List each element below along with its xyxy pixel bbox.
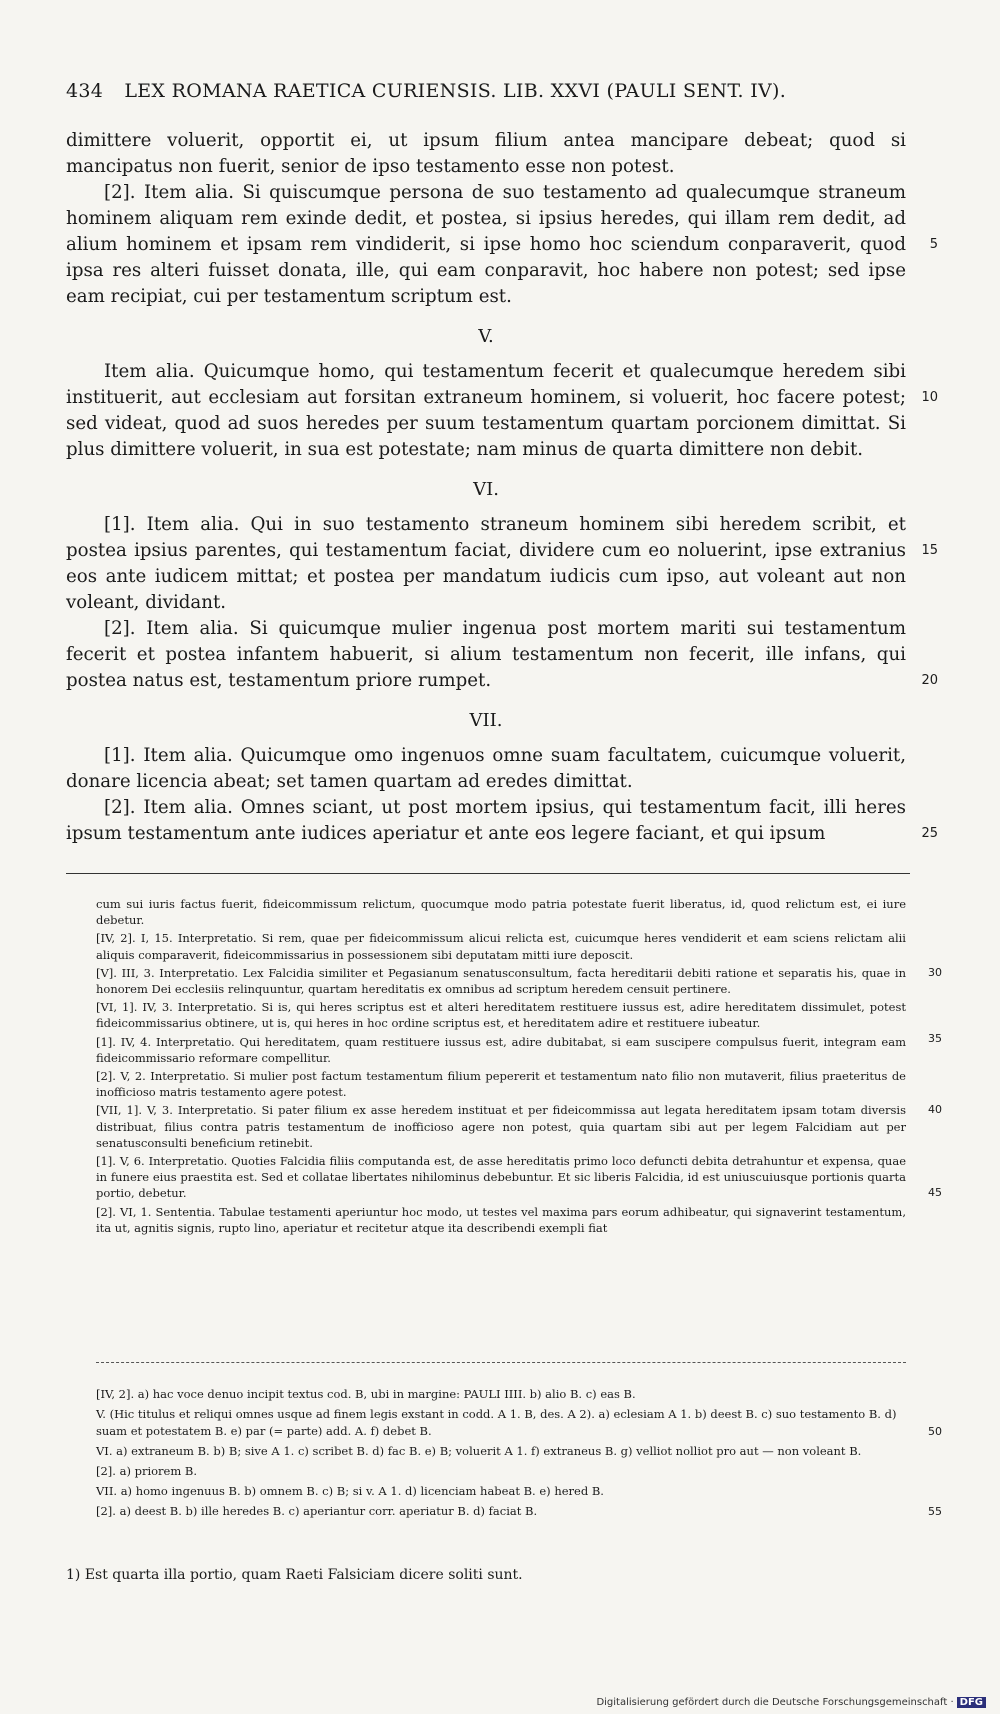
line-number: 50 — [928, 1425, 942, 1438]
apparatus-text: VI. a) extraneum B. b) B; sive A 1. c) scribet B. d) fac B. e) B; voluerit A 1. f) extraneus B. g) velliot nolliot pro aut — non voleant B. — [96, 1444, 862, 1458]
apparatus-text: VII. a) homo ingenuus B. b) omnem B. c) B; si v. A 1. d) licenciam habeat B. e) hered B. — [96, 1484, 604, 1498]
critical-apparatus — [96, 1386, 942, 1523]
note-text: [V]. III, 3. Interpretatio. Lex Falcidia similiter et Pegasianum senatusconsultum, facta hereditarii debiti ratione et separatis his, quae in honorem Dei ecclesiis relinquuntur, quartam hereditatis ex omnibus ad scriptum heredem censuit pertinere. — [96, 965, 906, 997]
paragraph-text: [2]. Item alia. Si quiscumque persona de suo testamento ad qualecumque straneum hominem aliquam rem exinde dedit, et postea, si ipsius heredes, qui illam rem dedit, ad alium hominem et ipsam rem vindiderit, si ipse homo hoc sciendum conparaverit, quod ipsa res alteri fuisset donata, ille, qui eam conparavit, hoc habere non potest; sed ipse eam recipiat, cui per testamentum scriptum est. — [66, 182, 906, 307]
paragraph-text: [1]. Item alia. Quicumque omo ingenuos omne suam facultatem, cuicumque voluerit, donare licencia abeat; set tamen quartam ad eredes dimittat. — [66, 745, 906, 792]
note — [96, 1204, 906, 1236]
main-text — [66, 128, 938, 847]
line-number: 5 — [929, 237, 938, 252]
line-number: 55 — [928, 1505, 942, 1518]
running-title: LEX ROMANA RAETICA CURIENSIS. LIB. XXVI (PAULI SENT. IV). — [124, 80, 787, 102]
note-text: [VII, 1]. V, 3. Interpretatio. Si pater filium ex asse heredem instituat et per fideicommissa aut legata hereditatem ipsam totam diversis distribuat, filius contra patris testamentum de inofficioso agere non potest, quia quartam sibi aut per legem Falcidiam aut per senatusconsulti beneficium retinebit. — [96, 1103, 906, 1150]
note-text: [2]. V, 2. Interpretatio. Si mulier post factum testamentum filium pepererit et testamentum nato filio non mutaverit, filius praeteritus de inofficioso matris testamento agere potest. — [96, 1069, 906, 1100]
credit-text: Digitalisierung gefördert durch die Deutsche Forschungsgemeinschaft · — [596, 1697, 954, 1708]
apparatus-entry — [96, 1443, 906, 1460]
line-number: 30 — [928, 965, 942, 979]
note — [96, 896, 906, 928]
apparatus-entry — [96, 1463, 906, 1480]
apparatus-entry — [96, 1406, 942, 1440]
paragraph-text: [2]. Item alia. Si quicumque mulier ingenua post mortem mariti sui testamentum fecerit et postea infantem habuerit, si alium testamentum non fecerit, ille infans, qui postea natus est, testamentum priore rumpet. — [66, 618, 906, 691]
section-heading: VI. — [473, 479, 499, 500]
apparatus-text: [IV, 2]. a) hac voce denuo incipit textus cod. B, ubi in margine: PAULI IIII. b) alio B. c) eas B. — [96, 1387, 636, 1401]
paragraph — [66, 128, 906, 180]
line-number: 15 — [921, 543, 938, 558]
digitization-credit — [596, 1697, 986, 1708]
note — [96, 999, 942, 1046]
line-number: 45 — [928, 1186, 942, 1200]
note-text: cum sui iuris factus fuerit, fideicommissum relictum, quocumque modo patria potestate fuerit liberatus, id, quod relictum est, ei iure debetur. — [96, 897, 906, 928]
note — [96, 930, 906, 962]
interpretatio-notes — [96, 896, 942, 1238]
apparatus-text: V. (Hic titulus et reliqui omnes usque ad finem legis exstant in codd. A 1. B, des. A 2). a) eclesiam A 1. b) deest B. c) suo testamento B. d) suam et potestatem B. e) par (= parte) add. A. f) debet B. — [96, 1407, 897, 1438]
apparatus-text: [2]. a) deest B. b) ille heredes B. c) aperiantur corr. aperiatur B. d) faciat B. — [96, 1504, 538, 1518]
page-number: 434 — [66, 80, 104, 102]
note — [96, 1068, 906, 1100]
note — [96, 1153, 942, 1202]
note-text: [VI, 1]. IV, 3. Interpretatio. Si is, qui heres scriptus est et alteri hereditatem restituere iussus est, adire hereditatem dissimulet, potest fideicommissarius obtinere, ut is, qui heres in hoc ordine scriptus est, et hereditatem adire et restituere iubeatur. — [96, 1000, 906, 1031]
dfg-logo: DFG — [957, 1697, 986, 1708]
paragraph — [66, 359, 938, 463]
paragraph — [66, 743, 906, 795]
paragraph — [66, 616, 938, 694]
divider — [66, 873, 910, 874]
apparatus-entry — [96, 1386, 906, 1403]
footnote: 1) Est quarta illa portio, quam Raeti Falsiciam dicere soliti sunt. — [66, 1567, 523, 1583]
note — [96, 1034, 906, 1066]
paragraph — [66, 512, 938, 616]
section-heading: V. — [478, 326, 494, 347]
note-text: [2]. VI, 1. Sententia. Tabulae testamenti aperiuntur hoc modo, ut testes vel maxima pars eorum adhibeatur, qui signaverint testamentum, ita ut, agnitis signis, rupto lino, aperiatur et recitetur atque ita describendi exempli fiat — [96, 1204, 906, 1235]
running-header — [66, 80, 826, 102]
note-text: [1]. IV, 4. Interpretatio. Qui hereditatem, quam restituere iussus est, adire dubitabat, si eam suscipere compulsus fuerit, integram eam fideicommissario reformare compellitur. — [96, 1034, 906, 1065]
line-number: 35 — [928, 1032, 942, 1046]
note-text: [IV, 2]. I, 15. Interpretatio. Si rem, quae per fideicommissum alicui relicta est, cuicumque heres vendiderit et eam sciens relictam alii aliquis comparaverit, fideicommissarius in possessionem sibi deputatam mitti iure deposcit. — [96, 931, 906, 962]
apparatus-text: [2]. a) priorem B. — [96, 1464, 198, 1478]
note — [96, 1102, 942, 1151]
paragraph — [66, 795, 938, 847]
section-heading: VII. — [469, 710, 503, 731]
paragraph-text: [2]. Item alia. Omnes sciant, ut post mortem ipsius, qui testamentum facit, illi heres ipsum testamentum ante iudices aperiatur et ante eos legere faciant, et qui ipsum — [66, 797, 906, 844]
apparatus-entry — [96, 1483, 906, 1500]
line-number: 25 — [921, 826, 938, 841]
line-number: 20 — [921, 673, 938, 688]
note-text: [1]. V, 6. Interpretatio. Quoties Falcidia filiis computanda est, de asse hereditatis primo loco defuncti debita detrahuntur et expensa, quae in funere eius praestita est. Sed et collatae libertates nihilominus debebuntur. Et sic liberis Falcidia, id est uniuscuiusque portionis quarta portio, debetur. — [96, 1154, 906, 1201]
line-number: 10 — [921, 390, 938, 405]
divider — [96, 1362, 906, 1363]
apparatus-entry — [96, 1503, 942, 1520]
line-number: 40 — [928, 1103, 942, 1117]
paragraph-text: dimittere voluerit, opportit ei, ut ipsum filium antea mancipare debeat; quod si mancipatus non fuerit, senior de ipso testamento esse non potest. — [66, 130, 906, 177]
paragraph-text: [1]. Item alia. Qui in suo testamento straneum hominem sibi heredem scribit, et postea ipsius parentes, qui testamentum faciat, dividere cum eo noluerint, ipse extranius eos ante iudicem mittat; et postea per mandatum iudicis cum ipso, aut voleant aut non voleant, dividant. — [66, 514, 906, 613]
paragraph-text: Item alia. Quicumque homo, qui testamentum fecerit et qualecumque heredem sibi instituerit, aut ecclesiam aut forsitan extraneum hominem, si voluerit, hoc facere potest; sed videat, quod ad suos heredes per suum testamentum quartam porcionem dimittat. Si plus dimittere voluerit, in sua est potestate; nam minus de quarta dimittere non debit. — [66, 361, 906, 460]
paragraph — [66, 180, 938, 310]
note — [96, 965, 942, 997]
